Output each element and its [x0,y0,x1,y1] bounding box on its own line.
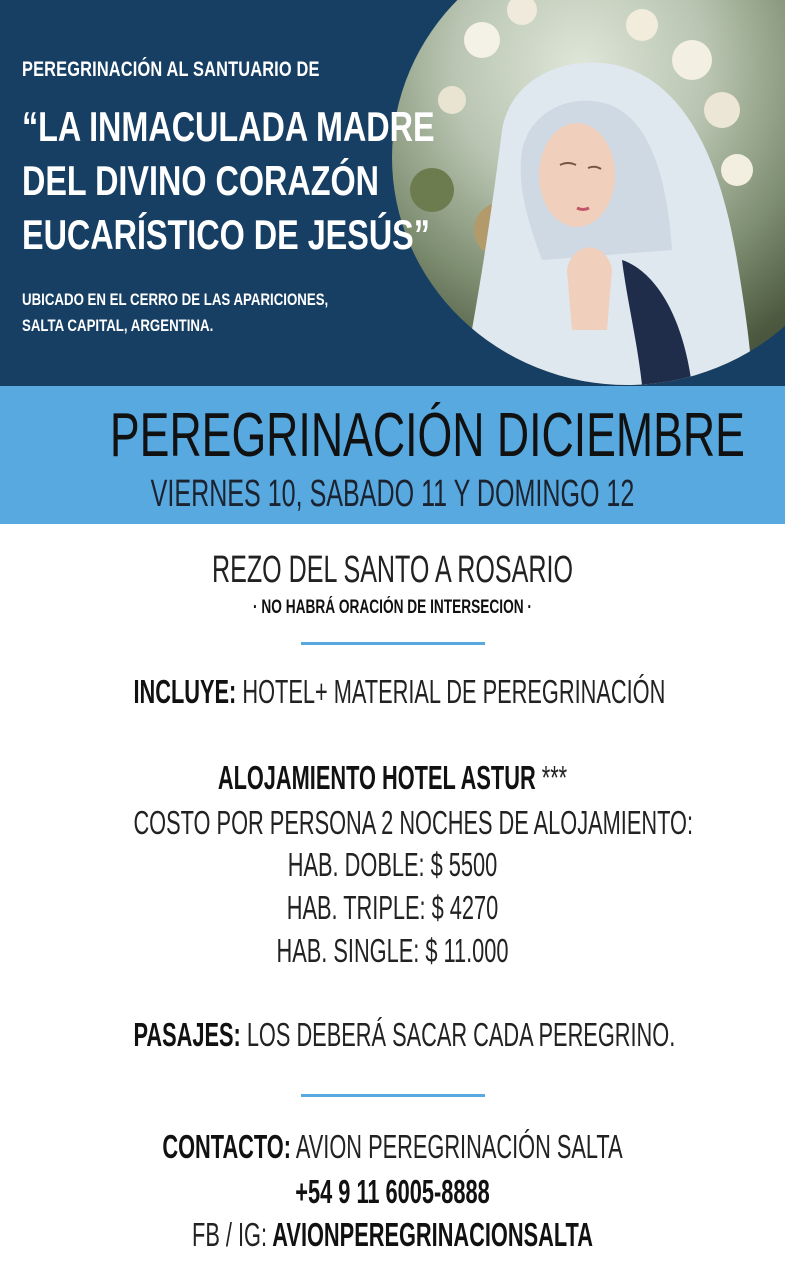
statue-illustration [392,0,785,385]
hotel-name: ALOJAMIENTO HOTEL ASTUR [217,759,536,796]
tickets-label: PASAJES: [133,1016,241,1053]
includes-label: INCLUYE: [133,673,237,710]
contact-value: AVION PEREGRINACIÓN SALTA [291,1128,623,1165]
social-handle: AVIONPEREGRINACIONSALTA [267,1216,593,1253]
lodging-line [133,758,651,798]
sanctuary-title [22,100,435,262]
contact-phone [133,1172,651,1212]
contact-line [133,1127,651,1167]
sanctuary-title-line: DEL DIVINO CORAZÓN [22,157,379,204]
room-price: HAB. TRIPLE: $ 4270 [286,889,499,926]
divider [301,1094,485,1097]
rosary-note: · NO HABRÁ ORACIÓN DE INTERSECION · [253,597,532,618]
room-price: HAB. DOBLE: $ 5500 [287,846,498,883]
phone-number: +54 9 11 6005-8888 [295,1173,490,1210]
virgin-mary-statue-photo [392,0,785,385]
divider [301,642,485,645]
cost-title: COSTO POR PERSONA 2 NOCHES DE ALOJAMIENTO: [133,804,694,841]
includes-line [133,672,666,712]
tickets-value: LOS DEBERÁ SACAR CADA PEREGRINO. [240,1016,676,1053]
banner-dates: VIERNES 10, SABADO 11 Y DOMINGO 12 [150,473,635,515]
includes-value: HOTEL+ MATERIAL DE PEREGRINACIÓN [236,673,666,710]
social-label: FB / IG: [192,1216,268,1253]
pilgrimage-intro: PEREGRINACIÓN AL SANTUARIO DE [22,58,320,81]
banner-title: PEREGRINACIÓN DICIEMBRE [109,401,745,470]
sanctuary-title-line: EUCARÍSTICO DE JESÚS” [22,211,430,258]
sanctuary-title-line: “LA INMACULADA MADRE [22,103,435,150]
room-price: HAB. SINGLE: $ 11.000 [276,932,509,969]
location-line: UBICADO EN EL CERRO DE LAS APARICIONES, [22,290,329,309]
hotel-stars: *** [535,759,568,796]
contact-label: CONTACTO: [162,1128,292,1165]
tickets-line [133,1015,676,1055]
social-line [133,1215,651,1255]
sanctuary-location [22,287,328,339]
location-line: SALTA CAPITAL, ARGENTINA. [22,316,214,335]
header-panel [0,0,785,386]
rosary-title: REZO DEL SANTO A ROSARIO [212,549,573,591]
